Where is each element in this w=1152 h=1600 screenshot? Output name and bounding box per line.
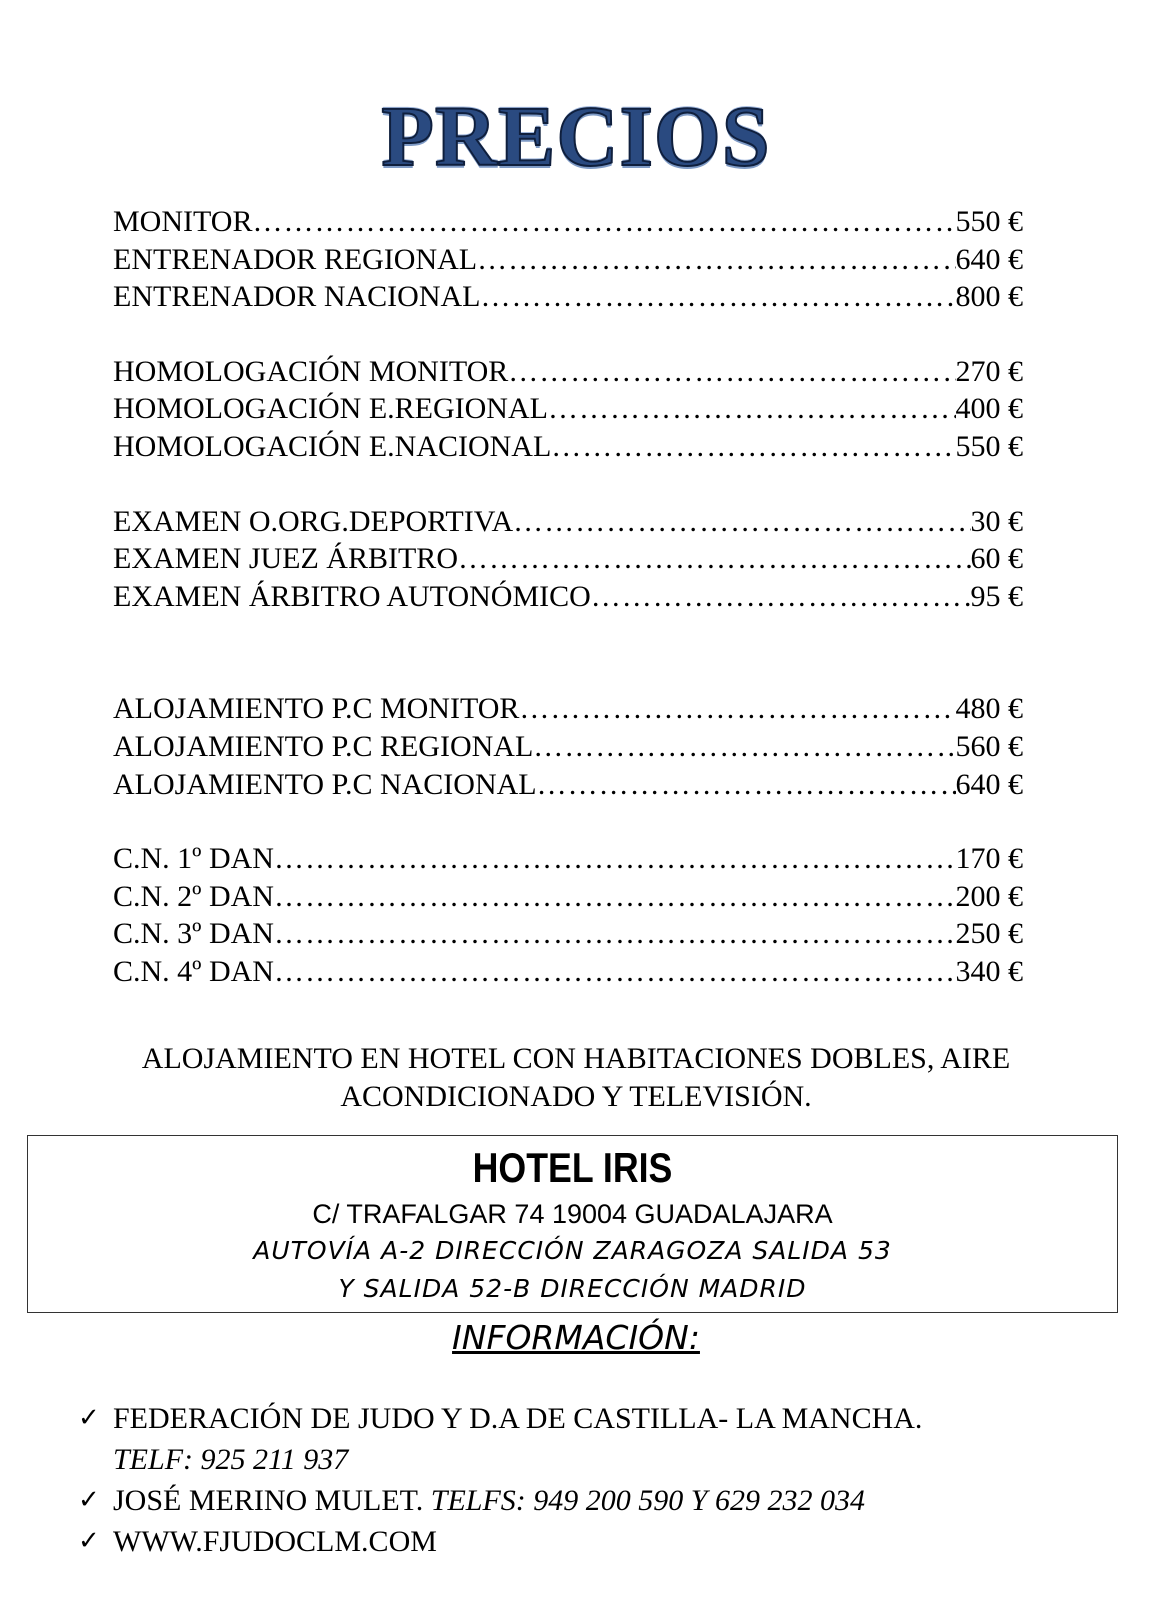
price-label: EXAMEN O.ORG.DEPORTIVA xyxy=(113,504,514,538)
contact-name: JOSÉ MERINO MULET. xyxy=(113,1484,431,1517)
info-item-contact xyxy=(78,1480,1128,1521)
price-row xyxy=(113,953,1023,991)
federation-name: FEDERACIÓN DE JUDO Y D.A DE CASTILLA- LA MANCHA. xyxy=(113,1402,923,1435)
info-list xyxy=(78,1398,1128,1562)
price-group-homologation xyxy=(113,353,1023,466)
price-label: C.N. 4º DAN xyxy=(113,954,274,988)
price-row xyxy=(113,503,1023,541)
price-value: 170 € xyxy=(955,842,1023,876)
price-value: 95 € xyxy=(970,579,1023,613)
hotel-box xyxy=(27,1135,1118,1313)
page-title: PRECIOS xyxy=(381,88,771,184)
website-link[interactable]: WWW.FJUDOCLM.COM xyxy=(113,1525,437,1558)
price-value: 400 € xyxy=(955,392,1023,426)
check-icon: ✓ xyxy=(78,1403,100,1433)
hotel-address: C/ TRAFALGAR 74 19004 GUADALAJARA xyxy=(312,1199,833,1229)
info-title: INFORMACIÓN: xyxy=(452,1318,700,1357)
price-label: EXAMEN ÁRBITRO AUTONÓMICO xyxy=(113,579,591,613)
price-row xyxy=(113,428,1023,466)
price-label: C.N. 2º DAN xyxy=(113,879,274,913)
price-value: 550 € xyxy=(955,205,1023,238)
price-row xyxy=(113,766,1023,804)
price-label: C.N. 3º DAN xyxy=(113,917,274,951)
price-row xyxy=(113,728,1023,766)
price-row xyxy=(113,840,1023,878)
hotel-directions-1: AUTOVÍA A-2 DIRECCIÓN ZARAGOZA SALIDA 53 xyxy=(253,1236,892,1265)
price-row xyxy=(113,915,1023,953)
price-row xyxy=(113,690,1023,728)
contact-phones: TELFS: 949 200 590 Y 629 232 034 xyxy=(430,1484,865,1517)
price-list xyxy=(113,203,1023,991)
price-label: C.N. 1º DAN xyxy=(113,842,274,876)
price-value: 60 € xyxy=(970,542,1023,576)
price-label: HOMOLOGACIÓN MONITOR xyxy=(113,354,509,388)
price-group-courses xyxy=(113,203,1023,316)
price-row xyxy=(113,353,1023,391)
price-row xyxy=(113,278,1023,316)
notice-line-1: ALOJAMIENTO EN HOTEL CON HABITACIONES DOBLES, AIRE xyxy=(141,1042,1011,1075)
check-icon: ✓ xyxy=(78,1485,100,1515)
price-label: ALOJAMIENTO P.C REGIONAL xyxy=(113,729,534,763)
hotel-directions-2: Y SALIDA 52-B DIRECCIÓN MADRID xyxy=(338,1274,807,1303)
price-label: ENTRENADOR REGIONAL xyxy=(113,242,478,276)
info-item-federation xyxy=(78,1398,1128,1480)
price-value: 550 € xyxy=(955,429,1023,463)
price-value: 640 € xyxy=(955,242,1023,276)
price-group-exams xyxy=(113,503,1023,616)
federation-phone: TELF: 925 211 937 xyxy=(113,1443,349,1476)
lodging-notice xyxy=(0,1040,1152,1116)
price-label: EXAMEN JUEZ ÁRBITRO xyxy=(113,542,458,576)
hotel-name: HOTEL IRIS xyxy=(472,1144,673,1191)
price-row xyxy=(113,390,1023,428)
check-icon: ✓ xyxy=(78,1526,100,1556)
price-row xyxy=(113,203,1023,241)
price-label: HOMOLOGACIÓN E.REGIONAL xyxy=(113,392,548,426)
price-value: 250 € xyxy=(955,917,1023,951)
info-item-website xyxy=(78,1521,1128,1562)
price-label: MONITOR xyxy=(113,205,253,238)
price-row xyxy=(113,578,1023,616)
notice-line-2: ACONDICIONADO Y TELEVISIÓN. xyxy=(340,1080,812,1113)
price-group-lodging xyxy=(113,690,1023,803)
price-row xyxy=(113,878,1023,916)
price-label: ALOJAMIENTO P.C NACIONAL xyxy=(113,767,537,801)
price-value: 560 € xyxy=(955,729,1023,763)
price-label: ALOJAMIENTO P.C MONITOR xyxy=(113,692,520,726)
price-value: 340 € xyxy=(955,954,1023,988)
price-value: 200 € xyxy=(955,879,1023,913)
price-value: 480 € xyxy=(955,692,1023,726)
price-value: 640 € xyxy=(955,767,1023,801)
price-group-dan xyxy=(113,840,1023,990)
price-value: 270 € xyxy=(955,354,1023,388)
price-label: HOMOLOGACIÓN E.NACIONAL xyxy=(113,429,552,463)
price-row xyxy=(113,241,1023,279)
price-row xyxy=(113,540,1023,578)
price-label: ENTRENADOR NACIONAL xyxy=(113,280,481,314)
price-value: 30 € xyxy=(970,504,1023,538)
price-value: 800 € xyxy=(955,280,1023,314)
